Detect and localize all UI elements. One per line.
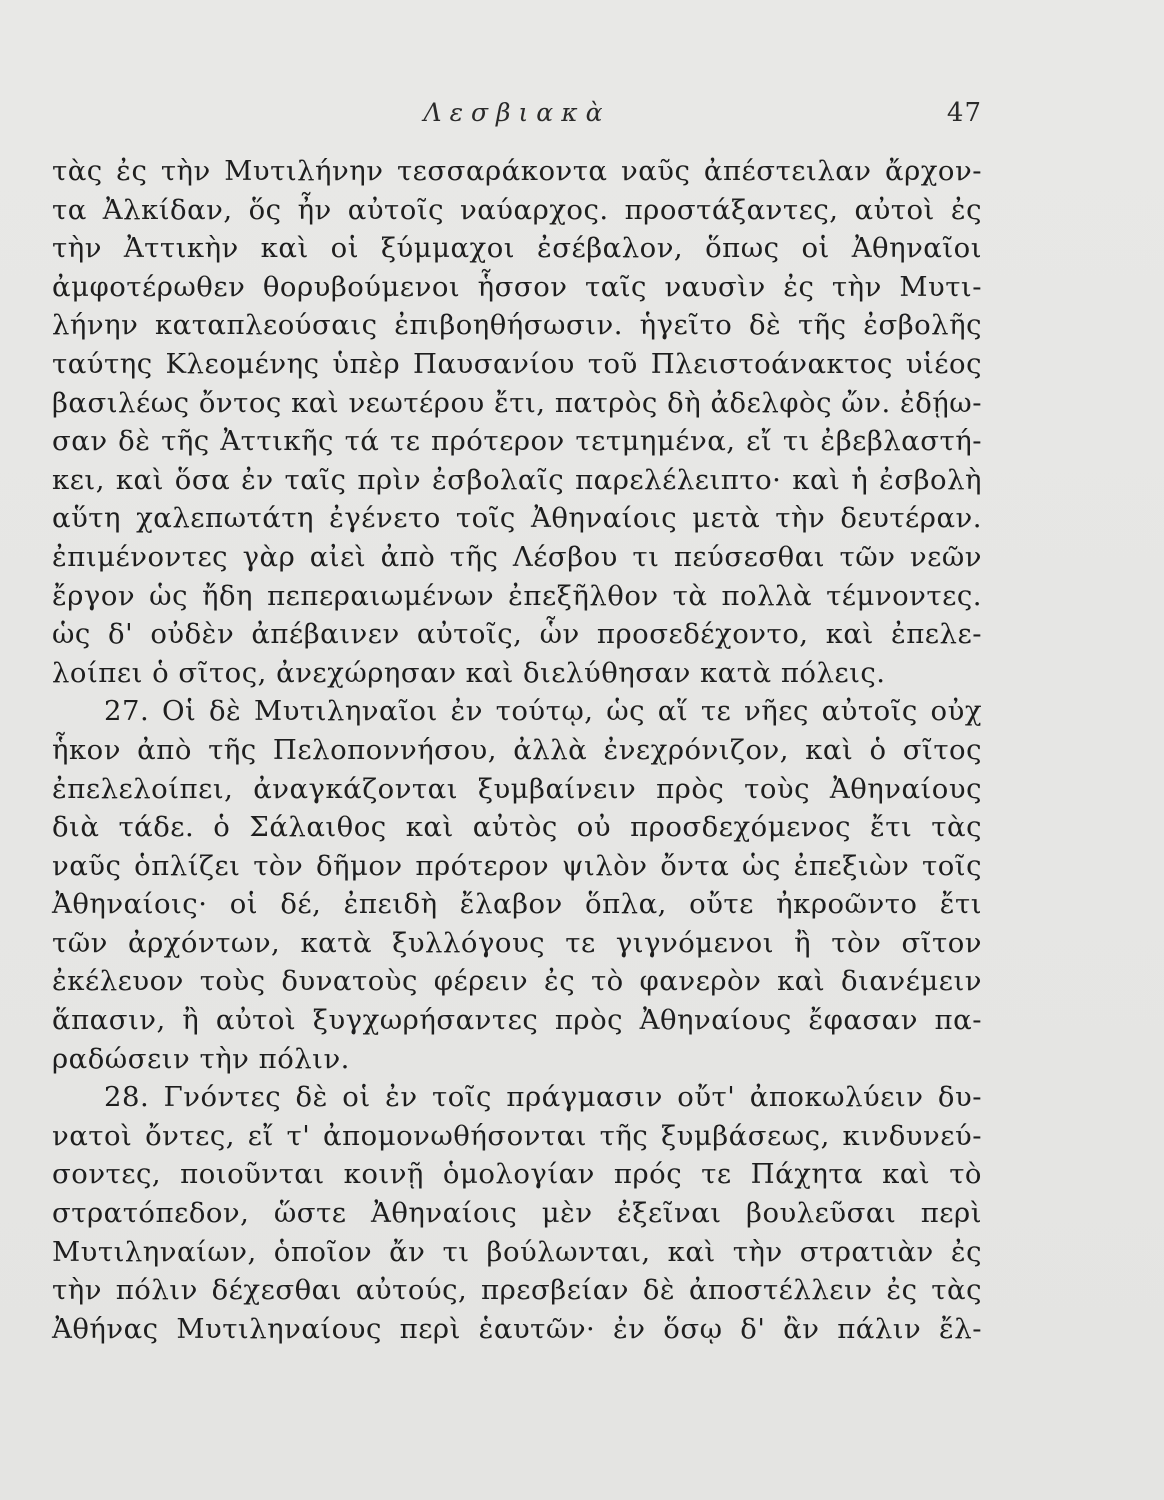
text-line: τα Ἀλκίδαν, ὅς ἦν αὐτοῖς ναύαρχος. προστάξαντες, αὐτοὶ ἐς (52, 193, 982, 226)
text-line: αὕτη χαλεπωτάτη ἐγένετο τοῖς Ἀθηναίοις μετὰ τὴν δευτέραν. (52, 502, 982, 535)
text-line: ὡς δ' οὐδὲν ἀπέβαινεν αὐτοῖς, ὧν προσεδέχοντο, καὶ ἐπελε- (52, 618, 982, 651)
text-line: ἧκον ἀπὸ τῆς Πελοποννήσου, ἀλλὰ ἐνεχρόνιζον, καὶ ὁ σῖτος (52, 733, 982, 766)
text-line: ταύτης Κλεομένης ὑπὲρ Παυσανίου τοῦ Πλειστοάνακτος υἱέος (52, 347, 982, 380)
text-line: τῶν ἀρχόντων, κατὰ ξυλλόγους τε γιγνόμενοι ἢ τὸν σῖτον (52, 926, 982, 959)
text-line: τὴν πόλιν δέχεσθαι αὐτούς, πρεσβείαν δὲ ἀποστέλλειν ἐς τὰς (52, 1274, 982, 1307)
running-head (52, 98, 982, 138)
section-start-line: 27. Οἱ δὲ Μυτιληναῖοι ἐν τούτῳ, ὡς αἵ τε νῆες αὐτοῖς οὐχ (104, 695, 982, 728)
text-line: Ἀθηναίοις· οἱ δέ, ἐπειδὴ ἔλαβον ὅπλα, οὔτε ἠκροῶντο ἔτι (52, 888, 982, 921)
text-line: στρατόπεδον, ὥστε Ἀθηναίοις μὲν ἐξεῖναι βουλεῦσαι περὶ (52, 1197, 982, 1230)
text-line: νατοὶ ὄντες, εἴ τ' ἀπομονωθήσονται τῆς ξυμβάσεως, κινδυνεύ- (52, 1119, 982, 1152)
text-line: ραδώσειν τὴν πόλιν. (52, 1042, 350, 1075)
text-line: βασιλέως ὄντος καὶ νεωτέρου ἔτι, πατρὸς δὴ ἀδελφὸς ὤν. ἐδῄω- (52, 386, 982, 419)
text-line: ναῦς ὁπλίζει τὸν δῆμον πρότερον ψιλὸν ὄντα ὡς ἐπεξιὼν τοῖς (52, 849, 982, 882)
text-line: κει, καὶ ὅσα ἐν ταῖς πρὶν ἐσβολαῖς παρελέλειπτο· καὶ ἡ ἐσβολὴ (52, 463, 982, 496)
page-number: 47 (946, 98, 982, 128)
text-line: σοντες, ποιοῦνται κοινῇ ὁμολογίαν πρός τε Πάχητα καὶ τὸ (52, 1158, 982, 1191)
text-line: σαν δὲ τῆς Ἀττικῆς τά τε πρότερον τετμημένα, εἴ τι ἐβεβλαστή- (52, 425, 982, 458)
text-line: ἅπασιν, ἢ αὐτοὶ ξυγχωρήσαντες πρὸς Ἀθηναίους ἔφασαν πα- (52, 1004, 982, 1037)
text-line: ἐπιμένοντες γὰρ αἰεὶ ἀπὸ τῆς Λέσβου τι πεύσεσθαι τῶν νεῶν (52, 540, 982, 573)
body-text (52, 152, 982, 1348)
text-line: ἔργον ὡς ἤδη πεπεραιωμένων ἐπεξῆλθον τὰ πολλὰ τέμνοντες. (52, 579, 982, 612)
text-line: λήνην καταπλεούσαις ἐπιβοηθήσωσιν. ἡγεῖτο δὲ τῆς ἐσβολῆς (52, 309, 982, 342)
section-start-line: 28. Γνόντες δὲ οἱ ἐν τοῖς πράγμασιν οὔτ' ἀποκωλύειν δυ- (104, 1081, 982, 1114)
text-line: Μυτιληναίων, ὁποῖον ἄν τι βούλωνται, καὶ τὴν στρατιὰν ἐς (52, 1235, 982, 1268)
text-line: τὴν Ἀττικὴν καὶ οἱ ξύμμαχοι ἐσέβαλον, ὅπως οἱ Ἀθηναῖοι (52, 232, 982, 265)
text-line: ἀμφοτέρωθεν θορυβούμενοι ἧσσον ταῖς ναυσὶν ἐς τὴν Μυτι- (52, 270, 982, 303)
text-line: ἐπελελοίπει, ἀναγκάζονται ξυμβαίνειν πρὸς τοὺς Ἀθηναίους (52, 772, 982, 805)
text-line: τὰς ἐς τὴν Μυτιλήνην τεσσαράκοντα ναῦς ἀπέστειλαν ἄρχον- (52, 155, 982, 187)
text-line: Ἀθήνας Μυτιληναίους περὶ ἑαυτῶν· ἐν ὅσῳ δ' ἂν πάλιν ἔλ- (52, 1312, 982, 1345)
text-line: ἐκέλευον τοὺς δυνατοὺς φέρειν ἐς τὸ φανερὸν καὶ διανέμειν (52, 965, 982, 998)
text-line: διὰ τάδε. ὁ Σάλαιθος καὶ αὐτὸς οὐ προσδεχόμενος ἔτι τὰς (52, 811, 982, 844)
text-line: λοίπει ὁ σῖτος, ἀνεχώρησαν καὶ διελύθησαν κατὰ πόλεις. (52, 656, 886, 689)
running-title: Λεσβιακὰ (423, 98, 611, 127)
